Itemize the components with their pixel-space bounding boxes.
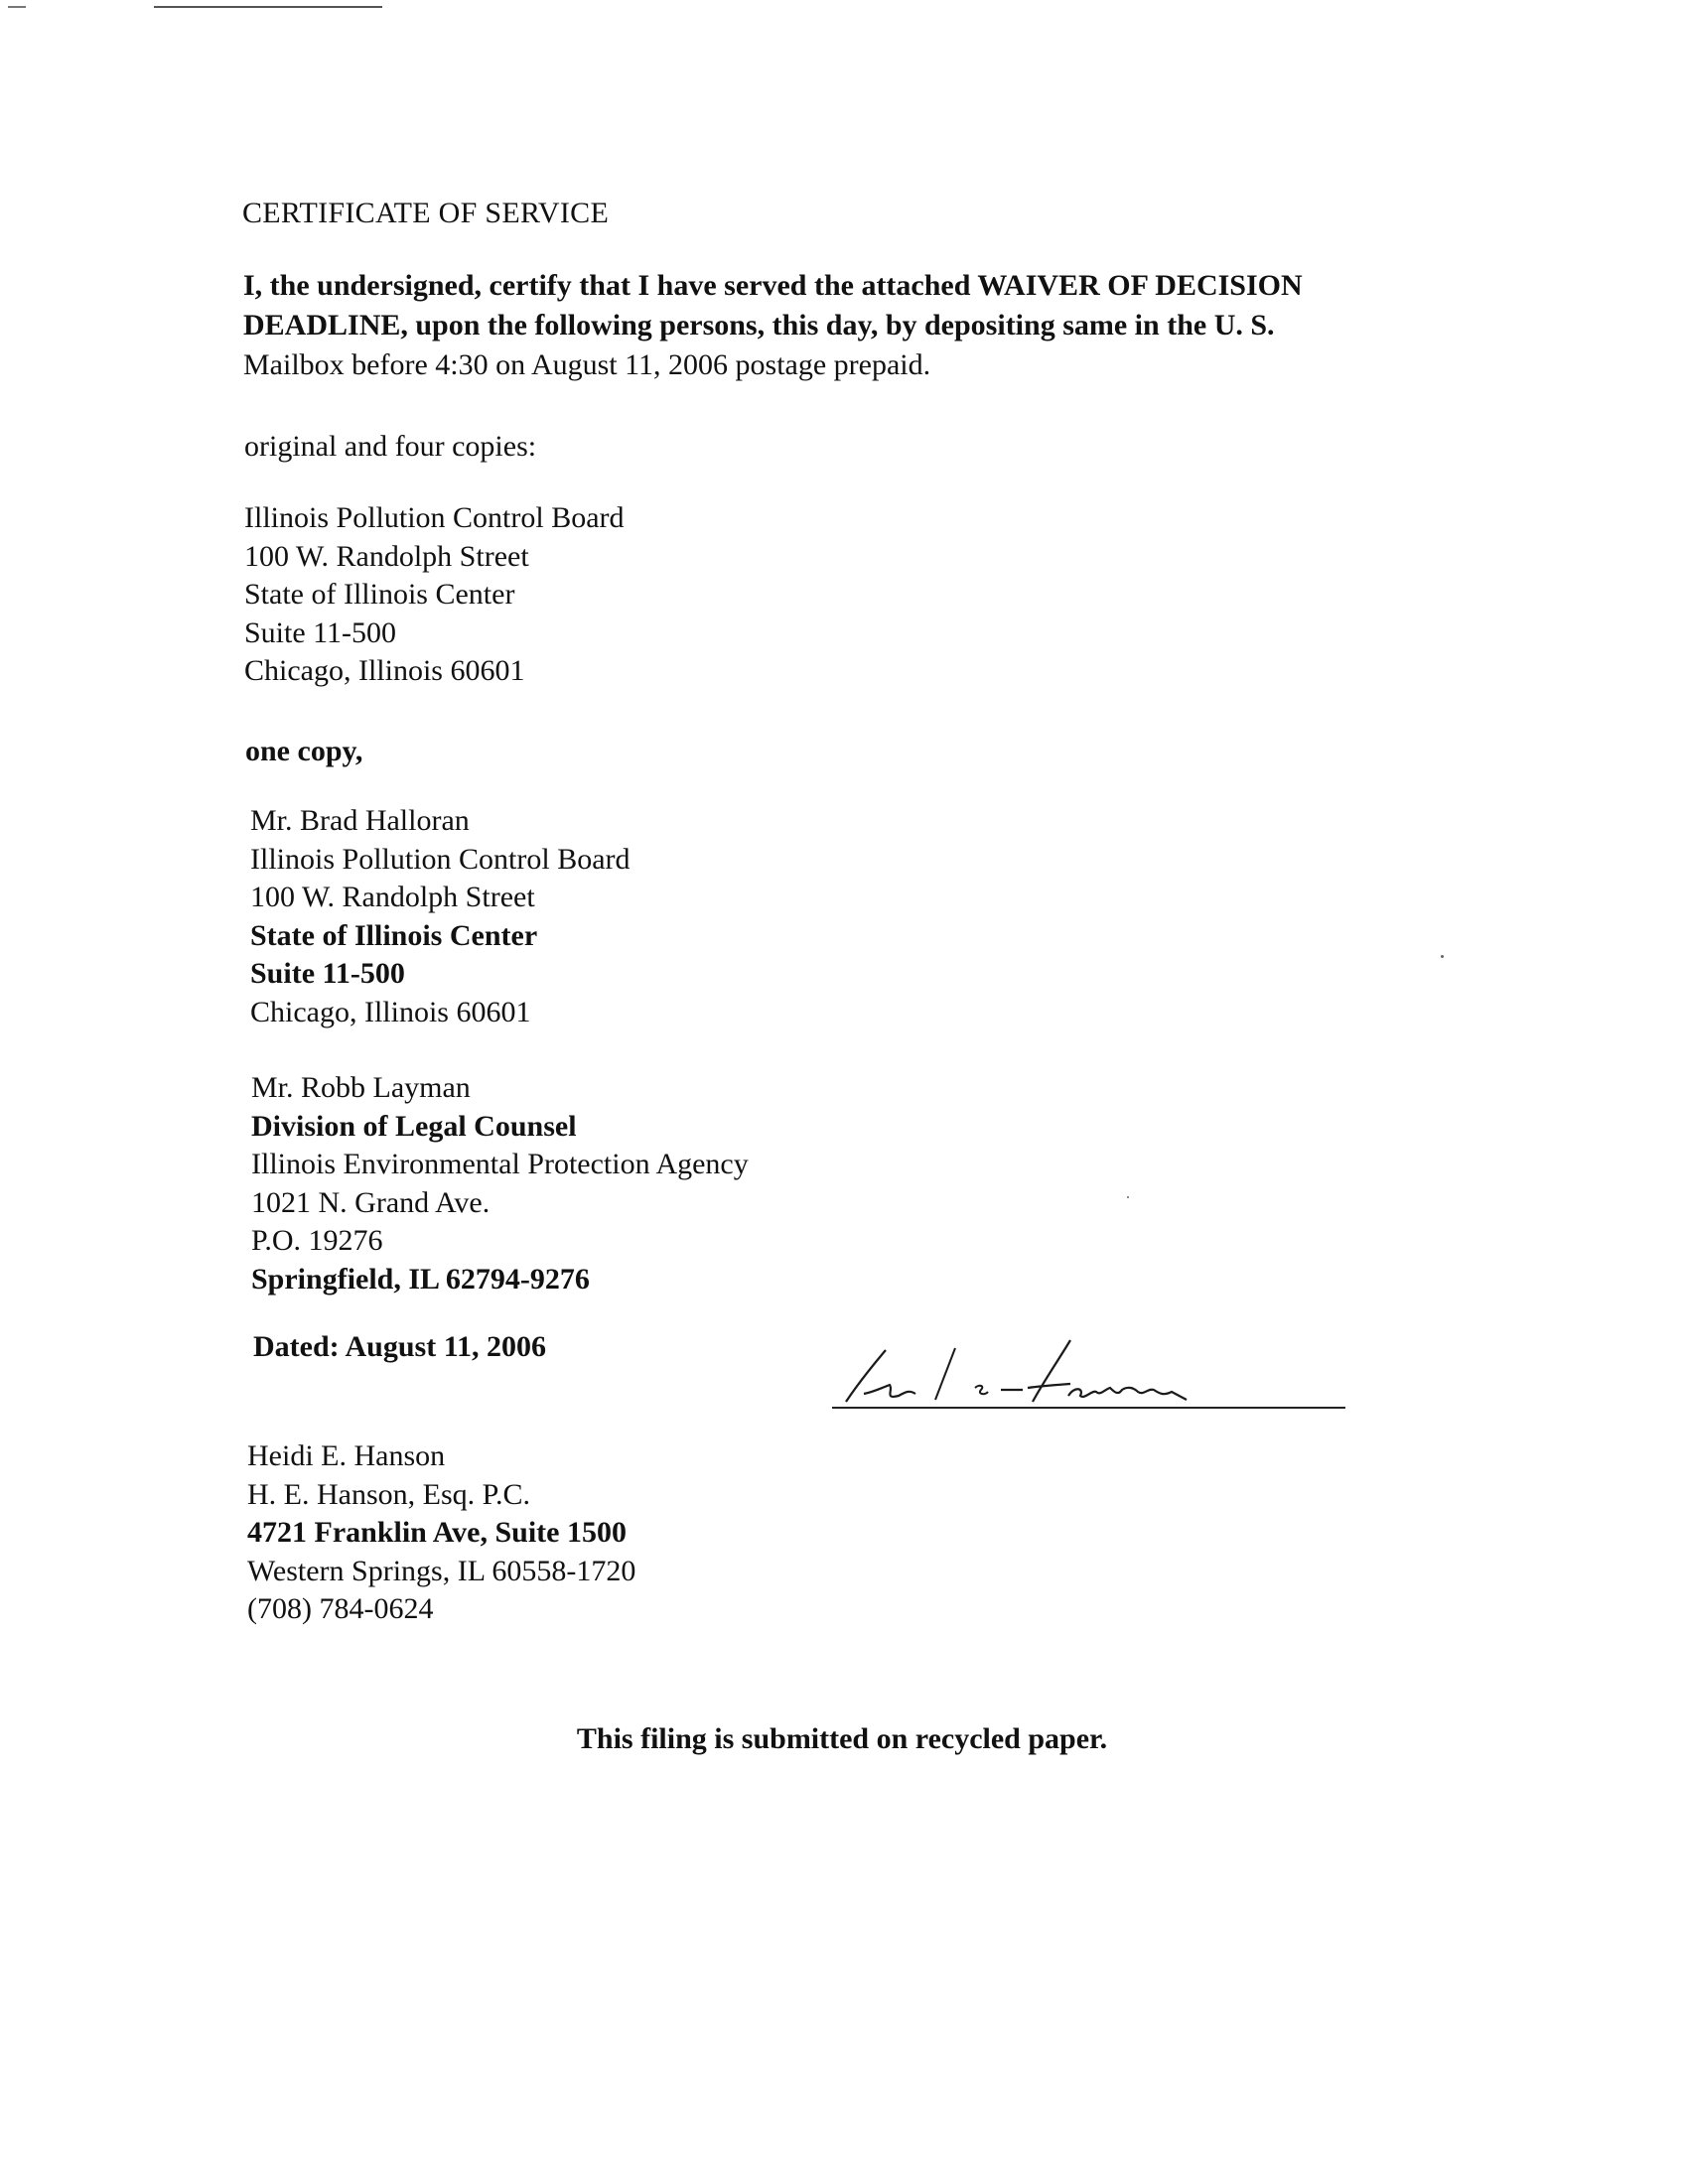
certification-paragraph (243, 266, 1365, 385)
signer-line: H. E. Hanson, Esq. P.C. (247, 1477, 531, 1511)
address-line: Mr. Robb Layman (251, 1071, 471, 1104)
address-line: Illinois Environmental Protection Agency (251, 1148, 749, 1180)
scan-artifact-line (154, 6, 382, 8)
recipient-address-1 (244, 499, 625, 691)
signer-line: Western Springs, IL 60558-1720 (247, 1554, 636, 1587)
handwritten-signature (824, 1330, 1360, 1420)
original-copies-label: original and four copies: (244, 430, 537, 463)
address-line: Chicago, Illinois 60601 (250, 995, 531, 1028)
address-line: Suite 11-500 (244, 615, 397, 649)
scan-artifact (8, 6, 26, 8)
certification-line: I, the undersigned, certify that I have served the attached WAIVER OF DECISION (243, 269, 1303, 302)
one-copy-label: one copy, (245, 735, 363, 767)
certification-line: DEADLINE, upon the following persons, this day, by depositing same in the U. S. (243, 309, 1275, 341)
recipient-address-2 (250, 802, 631, 1031)
signer-line: Heidi E. Hanson (247, 1439, 446, 1472)
address-line: P.O. 19276 (251, 1224, 383, 1257)
recipient-address-3 (251, 1069, 749, 1298)
certification-line: Mailbox before 4:30 on August 11, 2006 postage prepaid. (243, 348, 931, 381)
scan-speck (1441, 955, 1444, 958)
signer-line: (708) 784-0624 (247, 1592, 434, 1625)
address-line: Chicago, Illinois 60601 (244, 654, 525, 687)
address-line: 100 W. Randolph Street (250, 881, 535, 913)
address-line: State of Illinois Center (244, 578, 515, 611)
address-line: Division of Legal Counsel (251, 1109, 577, 1143)
address-line: Suite 11-500 (250, 957, 405, 990)
signer-line: 4721 Franklin Ave, Suite 1500 (247, 1516, 627, 1549)
dated-line: Dated: August 11, 2006 (253, 1330, 547, 1363)
signer-address (247, 1437, 635, 1629)
document-title: CERTIFICATE OF SERVICE (242, 197, 610, 229)
recycled-paper-footer: This filing is submitted on recycled paper. (576, 1722, 1108, 1755)
address-line: Mr. Brad Halloran (250, 804, 470, 837)
address-line: Illinois Pollution Control Board (244, 501, 625, 534)
scan-speck (1127, 1196, 1129, 1198)
address-line: 1021 N. Grand Ave. (251, 1185, 491, 1219)
address-line: Springfield, IL 62794-9276 (251, 1262, 590, 1296)
address-line: 100 W. Randolph Street (244, 539, 529, 573)
address-line: State of Illinois Center (250, 918, 538, 952)
address-line: Illinois Pollution Control Board (250, 842, 631, 876)
